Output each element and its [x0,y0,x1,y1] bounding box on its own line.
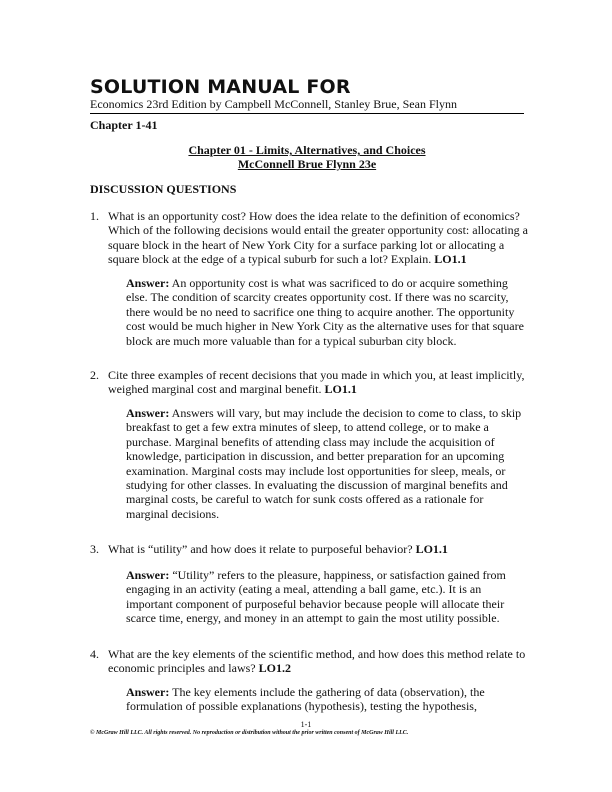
answer-text: Answers will vary, but may include the decision to come to class, to skip breakfast to get a few extra minutes of sleep, to attend college, or to make a purchase. Marginal benefits of attending class may include the acquisition of knowledge, participation in discussion, and better preparation for an upcoming examination. Marginal costs may include lost opportunities for sleep, meals, or studying for other classes. In evaluating the discussion of marginal benefits and marginal costs, be careful to watch for sunk costs offered as a rationale for marginal decisions. [126,406,522,521]
question-number: 2. [90,368,99,382]
question-text: What is an opportunity cost? How does the idea relate to the definition of economics? Which of the following decisions would entail the greater opportunity cost: allocating a square block in the heart of New York City for a surface parking lot or allocating a square block at the edge of a typical suburb for such a lot? Explain. [108,209,528,267]
document-banner: SOLUTION MANUAL FOR [90,76,351,98]
answer-label: Answer: [126,685,170,699]
answer-3 [126,568,526,626]
answer-text: “Utility” refers to the pleasure, happiness, or satisfaction gained from engaging in an activity (eating a meal, attending a ball game, etc.). It is an important component of purposeful behavior because people will allocate their scarce time, energy, and money in an attempt to gain the most utility possible. [126,568,506,626]
answer-2 [126,406,526,521]
section-title: DISCUSSION QUESTIONS [90,182,237,196]
chapter-range: Chapter 1-41 [90,118,158,132]
question-3 [90,542,532,556]
learning-objective: LO1.1 [324,382,357,397]
learning-objective: LO1.2 [258,661,291,676]
question-4 [90,647,532,676]
answer-text: The key elements include the gathering of data (observation), the formulation of possible explanations (hypothesis), testing the hypothesis, [126,685,485,714]
answer-label: Answer: [126,568,170,582]
question-number: 4. [90,647,99,661]
answer-label: Answer: [126,276,170,290]
question-2 [90,368,532,397]
learning-objective: LO1.1 [434,252,467,267]
answer-4 [126,685,526,714]
page-number: 1-1 [300,720,312,729]
learning-objective: LO1.1 [415,542,448,556]
chapter-title: Chapter 01 - Limits, Alternatives, and Choices [188,143,426,157]
header-rule [90,113,524,114]
copyright-footer: © McGraw Hill LLC. All rights reserved. No reproduction or distribution without the prior written consent of McGraw Hill LLC. [90,730,409,736]
question-text: What is “utility” and how does it relate to purposeful behavior? [108,542,413,556]
question-number: 3. [90,542,99,556]
question-text: What are the key elements of the scientific method, and how does this method relate to economic principles and laws? [108,647,526,676]
answer-1 [126,276,526,348]
book-subtitle: Economics 23rd Edition by Campbell McConnell, Stanley Brue, Sean Flynn [90,97,457,111]
question-number: 1. [90,209,99,223]
answer-label: Answer: [126,406,170,420]
question-1 [90,209,532,267]
question-text: Cite three examples of recent decisions that you made in which you, at least implicitly, weighed marginal cost and marginal benefit. [108,368,525,397]
answer-text: An opportunity cost is what was sacrificed to do or acquire something else. The condition of scarcity creates opportunity cost. If there was no scarcity, there would be no need to sacrifice one thing to acquire another. The opportunity cost would be much higher in New York City as the alternative uses for that square block are much more valuable than for a typical suburban city block. [126,276,524,348]
chapter-authors: McConnell Brue Flynn 23e [237,157,377,171]
